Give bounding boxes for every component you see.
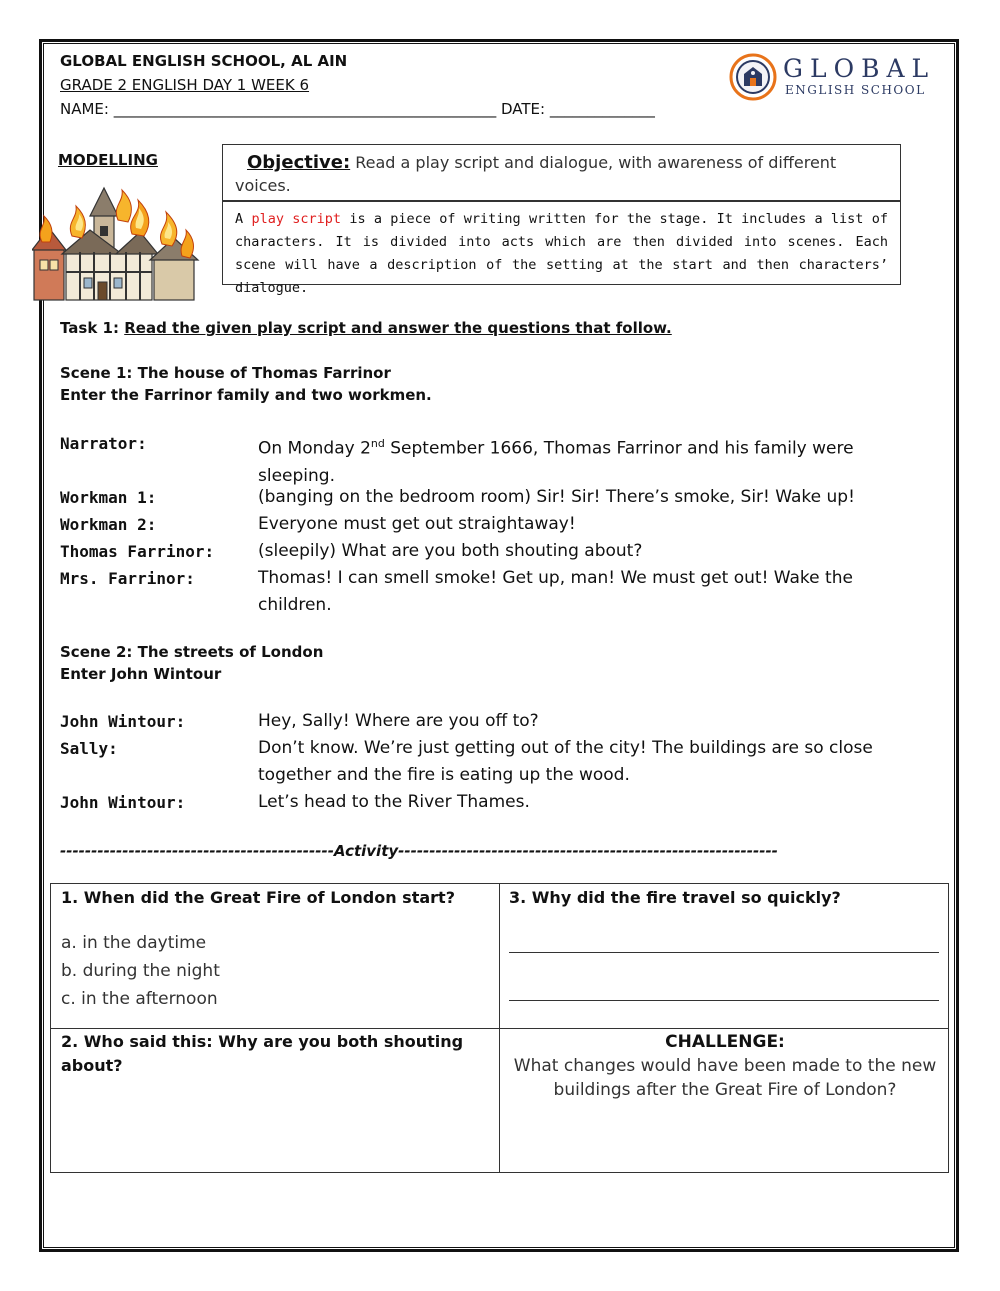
speaker-label: Workman 1: <box>60 488 157 507</box>
grade-title: GRADE 2 ENGLISH DAY 1 WEEK 6 <box>60 76 310 94</box>
question-1-option-c[interactable]: c. in the afternoon <box>61 989 218 1009</box>
question-3: 3. Why did the fire travel so quickly? <box>509 888 841 907</box>
modelling-heading: MODELLING <box>58 151 158 169</box>
task-instruction: Read the given play script and answer the questions that follow. <box>124 319 672 337</box>
narrator-line-end: September 1666, Thomas Farrinor and his family were sleeping. <box>258 438 854 486</box>
school-name: GLOBAL ENGLISH SCHOOL, AL AIN <box>60 52 348 70</box>
speaker-label: John Wintour: <box>60 712 186 731</box>
burning-houses-illustration-icon <box>32 186 200 304</box>
dialogue-line: Don’t know. We’re just getting out of the city! The buildings are so close together and the fire is eating up the wood. <box>258 738 873 785</box>
scene2-stage-direction: Enter John Wintour <box>60 665 222 683</box>
definition-prefix: A <box>235 211 252 227</box>
question-1: 1. When did the Great Fire of London start? <box>61 888 455 907</box>
logo-wordmark: GLOBAL <box>783 54 936 83</box>
logo-subtitle: ENGLISH SCHOOL <box>785 83 926 97</box>
dialogue-line: (banging on the bedroom room) Sir! Sir! There’s smoke, Sir! Wake up! <box>258 487 855 507</box>
speaker-label: Mrs. Farrinor: <box>60 569 195 588</box>
scene2-title: Scene 2: The streets of London <box>60 643 324 661</box>
scene1-title: Scene 1: The house of Thomas Farrinor <box>60 364 391 382</box>
challenge-label: CHALLENGE: <box>665 1032 785 1052</box>
question-1-option-a[interactable]: a. in the daytime <box>61 933 207 953</box>
dialogue-line: Everyone must get out straightaway! <box>258 514 576 534</box>
definition-box <box>222 201 901 296</box>
dialogue-line: Let’s head to the River Thames. <box>258 792 530 812</box>
speaker-label: Workman 2: <box>60 515 157 534</box>
question-1-option-b[interactable]: b. during the night <box>61 961 220 981</box>
school-logo <box>728 52 938 104</box>
question-3-answer-line[interactable] <box>509 952 939 953</box>
definition-text: is a piece of writing written for the stage. It includes a list of characters. It is divided into acts which are then divided into scenes. Each scene will have a description of the setting at the start and then characters’ dialogue. <box>235 211 888 296</box>
dialogue-line: Thomas! I can smell smoke! Get up, man! We must get out! Wake the children. <box>258 568 853 615</box>
name-date-field[interactable]: NAME: ___________________________________________________ DATE: ______________ <box>60 100 655 118</box>
activity-divider: --------------------------------------------Activity------------------------------------------------------------- <box>60 842 778 860</box>
objective-text: Read a play script and dialogue, with awareness of different voices. <box>235 153 837 195</box>
school-crest-icon <box>728 52 778 102</box>
task-heading <box>60 319 672 337</box>
question-3-answer-line[interactable] <box>509 1000 939 1001</box>
speaker-label: Sally: <box>60 739 118 758</box>
objective-box <box>222 144 901 201</box>
narrator-line-start: On Monday 2 <box>258 438 371 459</box>
dialogue-line: Hey, Sally! Where are you off to? <box>258 711 539 731</box>
challenge-question: What changes would have been made to the new buildings after the Great Fire of London? <box>513 1056 937 1100</box>
speaker-label: Thomas Farrinor: <box>60 542 215 561</box>
narrator-line <box>258 430 928 490</box>
scene1-stage-direction: Enter the Farrinor family and two workmen. <box>60 386 432 404</box>
speaker-label: John Wintour: <box>60 793 186 812</box>
question-2: 2. Who said this: Why are you both shouting about? <box>61 1032 464 1075</box>
table-divider-horizontal <box>51 1028 948 1029</box>
narrator-line-ordinal: nd <box>370 437 385 450</box>
definition-highlight: play script <box>251 211 342 227</box>
dialogue-line: (sleepily) What are you both shouting about? <box>258 541 643 561</box>
objective-label: Objective: <box>247 152 351 173</box>
task-label: Task 1: <box>60 319 125 337</box>
activity-table <box>50 883 949 1173</box>
narrator-speaker: Narrator: <box>60 434 147 453</box>
